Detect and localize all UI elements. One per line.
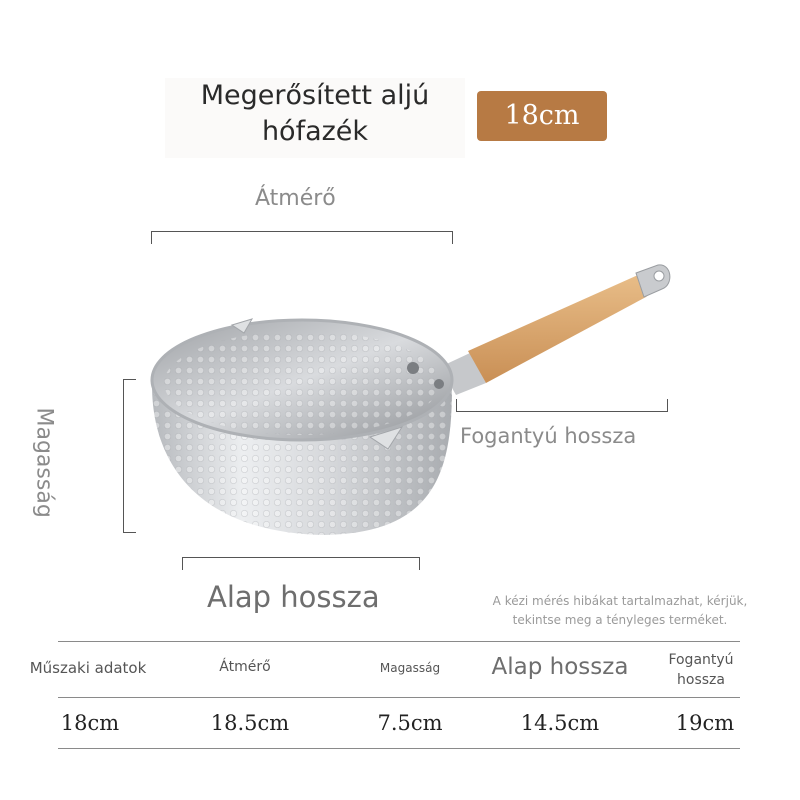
height-bracket xyxy=(123,379,136,533)
product-title-line2: hófazék xyxy=(261,116,369,147)
product-title-line1: Megerősített aljú xyxy=(200,80,430,111)
value-handle-length: 19cm xyxy=(675,711,735,735)
note-line-1: A kézi mérés hibákat tartalmazhat, kérjük, xyxy=(492,594,748,608)
value-height: 7.5cm xyxy=(377,711,443,735)
value-specs: 18cm xyxy=(60,711,120,735)
handle-length-label: Fogantyú hossza xyxy=(460,424,637,448)
measurement-note xyxy=(470,592,770,630)
value-base-length: 14.5cm xyxy=(520,711,600,735)
base-length-bracket xyxy=(182,557,420,570)
value-diameter: 18.5cm xyxy=(210,711,290,735)
base-length-label: Alap hossza xyxy=(207,580,380,614)
header-specs: Műszaki adatok xyxy=(29,659,147,677)
pot-handle xyxy=(440,265,670,395)
size-badge: 18cm xyxy=(477,91,607,141)
header-height: Magasság xyxy=(379,661,441,675)
table-middle-rule xyxy=(58,697,740,698)
saucepan-image xyxy=(140,255,680,545)
height-label: Magasság xyxy=(31,407,57,518)
header-handle-length: Fogantyú hossza xyxy=(668,652,734,688)
table-top-rule xyxy=(58,641,740,642)
product-title xyxy=(165,78,465,158)
table-bottom-rule xyxy=(58,748,740,749)
header-diameter: Átmérő xyxy=(219,659,271,675)
note-line-2: tekintse meg a tényleges terméket. xyxy=(512,613,728,627)
diameter-label: Átmérő xyxy=(255,186,336,211)
diameter-bracket xyxy=(151,231,453,244)
header-base-length: Alap hossza xyxy=(491,654,629,680)
